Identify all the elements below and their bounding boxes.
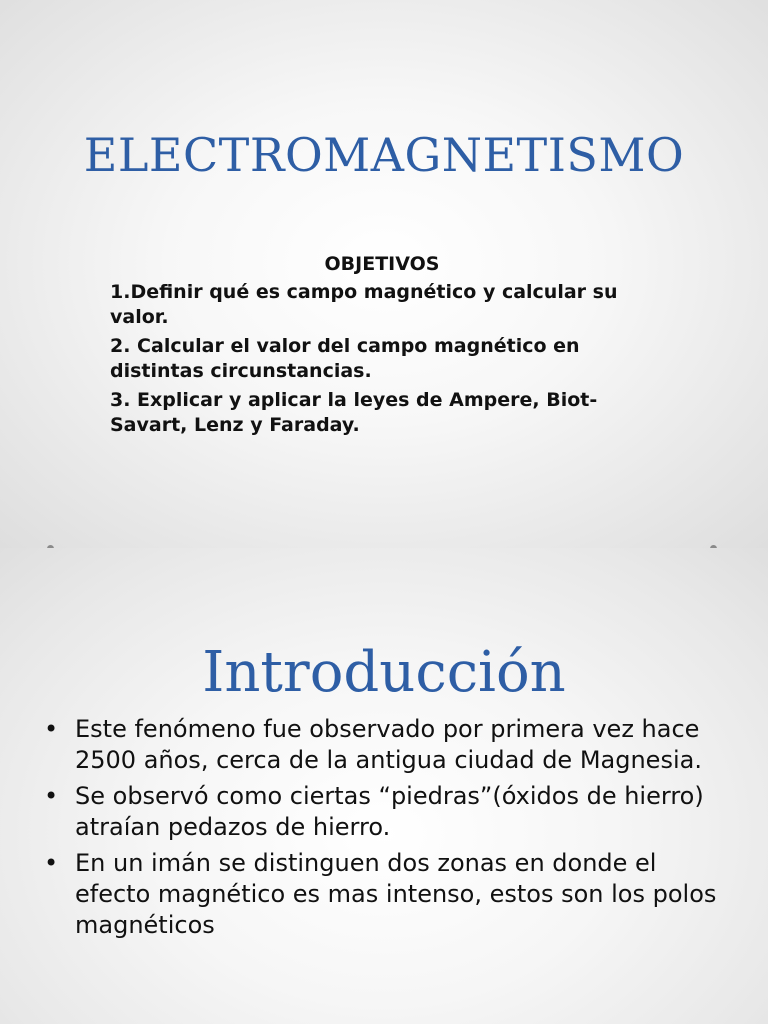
slide-title: Introducción	[202, 640, 566, 705]
bullet-text: En un imán se distinguen dos zonas en donde el efecto magnético es mas intenso, estos son los polos magnéticos	[75, 849, 717, 939]
slide-title: ELECTROMAGNETISMO	[83, 128, 685, 182]
bullet-list	[44, 714, 724, 946]
bullet-text: Este fenómeno fue observado por primera vez hace 2500 años, cerca de la antigua ciudad de Magnesia.	[75, 715, 702, 774]
list-item	[44, 714, 724, 776]
bullet-text: Se observó como ciertas “piedras”(óxidos de hierro) atraían pedazos de hierro.	[75, 782, 704, 841]
bullet-icon: •	[44, 715, 59, 743]
objectives-heading: OBJETIVOS	[324, 253, 440, 275]
objectives-block	[110, 252, 670, 442]
slide-introduccion	[0, 548, 768, 1024]
bullet-icon: •	[44, 782, 59, 810]
bullet-icon: •	[44, 849, 59, 877]
objective-item: 3. Explicar y aplicar la leyes de Ampere, Biot-Savart, Lenz y Faraday.	[110, 389, 598, 436]
list-item	[44, 848, 724, 941]
objective-item: 1.Definir qué es campo magnético y calcular su valor.	[110, 281, 618, 328]
list-item	[44, 781, 724, 843]
objective-item: 2. Calcular el valor del campo magnético en distintas circunstancias.	[110, 335, 580, 382]
